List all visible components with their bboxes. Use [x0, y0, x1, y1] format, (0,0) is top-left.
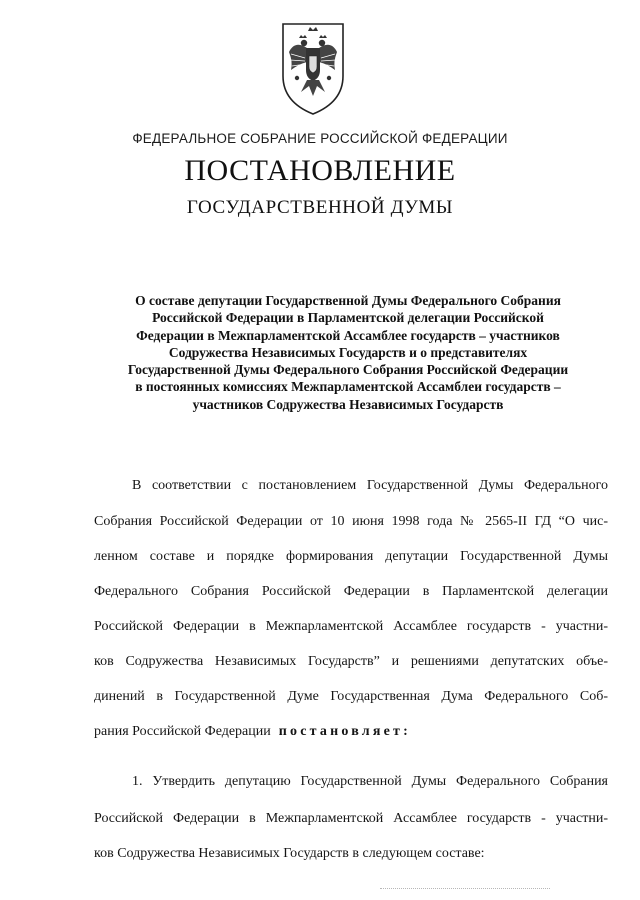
body-line: Федерального Собрания Российской Федерации в Парламентской делегации	[94, 584, 608, 599]
body-line: Российской Федерации в Межпарламентской Ассамблее государств - участни-	[94, 811, 608, 826]
subject-line: Федерации в Межпарламентской Ассамблее государств – участников	[136, 327, 560, 343]
body-line: Собрания Российской Федерации от 10 июня 1998 года № 2565-II ГД “О чис-	[94, 514, 608, 529]
coat-of-arms-icon	[277, 18, 349, 118]
cut-off-text-fragment	[380, 888, 550, 895]
organization-name: ФЕДЕРАЛЬНОЕ СОБРАНИЕ РОССИЙСКОЙ ФЕДЕРАЦИИ	[132, 131, 508, 146]
body-line-last	[94, 724, 608, 740]
decree-word: постановляет:	[278, 724, 411, 739]
body-line: В соответствии с постановлением Государственной Думы Федерального	[132, 478, 608, 493]
document-issuer: ГОСУДАРСТВЕННОЙ ДУМЫ	[186, 197, 454, 218]
body-line: динений в Государственной Думе Государственная Дума Федерального Соб-	[94, 689, 608, 704]
subject-line: участников Содружества Независимых Государств	[192, 396, 504, 412]
body-line: 1. Утвердить депутацию Государственной Думы Федерального Собрания	[132, 774, 608, 789]
body-line: ков Содружества Независимых Государств” и решениями депутатских объе-	[94, 654, 608, 669]
body-line: Российской Федерации в Межпарламентской Ассамблее государств - участни-	[94, 619, 608, 634]
body-line: ков Содружества Независимых Государств в следующем составе:	[94, 846, 485, 861]
document-subject	[98, 292, 598, 413]
subject-line: О составе депутации Государственной Думы Федерального Собрания	[135, 293, 561, 308]
subject-line: в постоянных комиссиях Межпарламентской Ассамблеи государств –	[135, 379, 561, 395]
subject-line: Российской Федерации в Парламентской делегации Российской	[152, 310, 544, 326]
subject-line: Государственной Думы Федерального Собрания Российской Федерации	[127, 362, 569, 378]
body-line: ленном составе и порядке формирования депутации Государственной Думы	[94, 549, 608, 564]
body-line-text: рания Российской Федерации	[94, 724, 271, 739]
document-type-title: ПОСТАНОВЛЕНИЕ	[184, 154, 456, 187]
subject-line: Содружества Независимых Государств и о представителях	[168, 344, 528, 360]
